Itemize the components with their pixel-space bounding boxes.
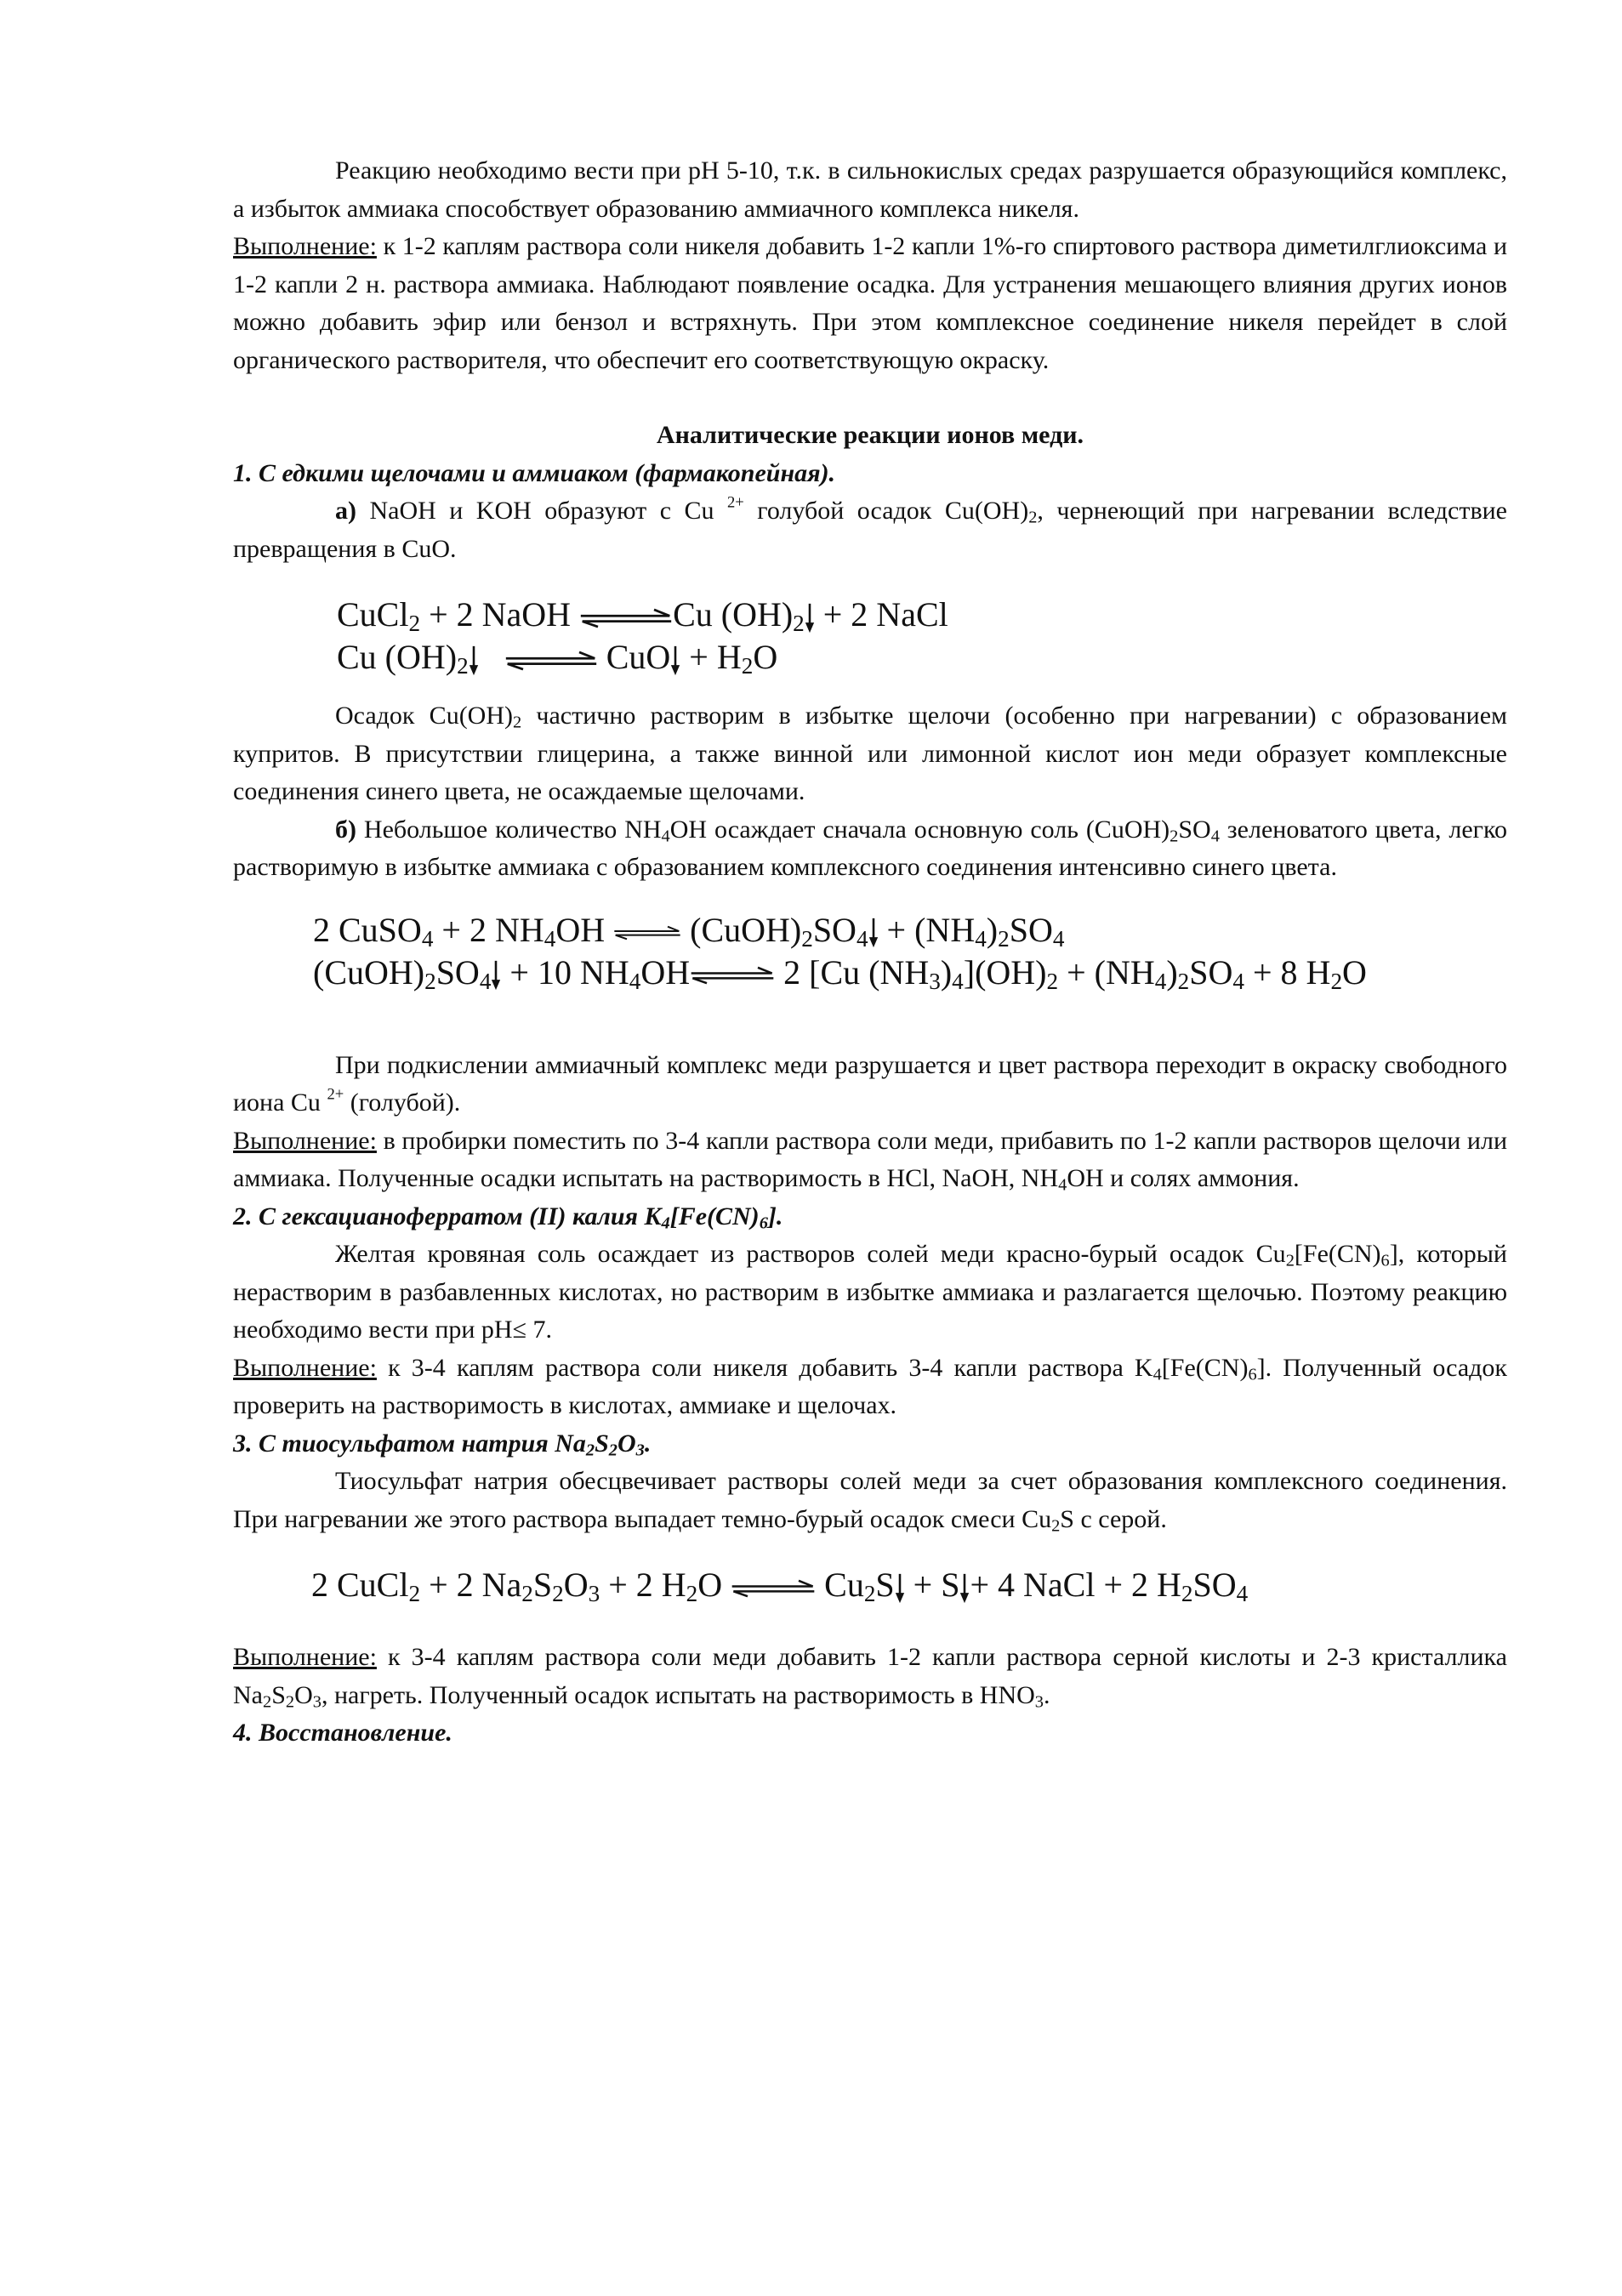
paragraph-yellow-salt: Желтая кровяная соль осаждает из растворов солей меди красно-бурый осадок $Cu_2[Fe(CN)_6]$, который нерастворим в разбавленных кислотах, но растворим в избытке аммиака и разлагается щелочью. Поэтому реакцию необходимо вести при рН≤ 7. <box>233 1240 1507 1344</box>
paragraph-ph-conditions: Реакцию необходимо вести при рН 5-10, т.к. в сильнокислых средах разрушается образующийся комплекс, а избыток аммиака способствует образованию аммиачного комплекса никеля. <box>233 156 1507 223</box>
paragraph-procedure-copper-3: Выполнение: к 3-4 каплям раствора соли меди добавить 1-2 капли раствора серной кислоты и 2-3 кристаллика $Na_2S_2O_3$, нагреть. Полученный осадок испытать на растворимость в $HNO_3$. <box>233 1643 1507 1711</box>
subsection-title-1: 1. С едкими щелочами и аммиаком (фармакопейная). <box>233 458 836 487</box>
equation-thiosulfate: 2 CuCl$_2$ + 2 $Na_2S_2O_3 + 2$ $H_2O$ $Cu_2S + S + 4$ NaCl + 2 $H_2SO_4$ <box>311 1566 1249 1606</box>
precipitate-arrow-icon <box>805 603 815 634</box>
equilibrium-arrow-icon <box>504 651 598 671</box>
procedure-label: Выполнение: <box>233 1643 377 1671</box>
equation-cuoh2-decomposition: Cu $(OH)_2$ CuO + $H_2O$ <box>337 638 778 679</box>
equation-block-3 <box>311 1564 1507 1606</box>
page-content <box>233 152 1507 1753</box>
subsection-title-3: 3. С тиосульфатом натрия $Na_2S_2O_3$. <box>233 1429 652 1459</box>
equation-block-1 <box>337 594 1507 679</box>
procedure-label: Выполнение: <box>233 232 377 260</box>
paragraph-reaction-b: б) Небольшое количество $NH_4OH$ осаждает сначала основную соль $(CuOH)_2SO_4$ зеленоватого цвета, легко растворимую в избытке аммиака с образованием комплексного соединения интенсивно синего цвета. <box>233 815 1507 881</box>
section-heading-copper: Аналитические реакции ионов меди. <box>656 421 1084 449</box>
paragraph-thiosulfate: Тиосульфат натрия обесцвечивает растворы солей меди за счет образования комплексного соединения. При нагревании же этого раствора выпадает темно-бурый осадок смеси $Cu_2S$ с серой. <box>233 1467 1507 1535</box>
equilibrium-arrow-icon <box>613 923 681 943</box>
procedure-label: Выполнение: <box>233 1126 377 1155</box>
subsection-title-2: 2. С гексацианоферратом (II) калия $K_4[Fe(CN)_6]$. <box>233 1202 783 1232</box>
equation-cucl2-naoh: CuCl$_2$ + 2 NaOH Cu $(OH)_2 + 2$ NaCl <box>337 595 948 636</box>
paragraph-procedure-nickel: Выполнение: к 1-2 каплям раствора соли никеля добавить 1-2 капли 1%-го спиртового раствора диметилглиоксима и 1-2 капли 2 н. раствора аммиака. Наблюдают появление осадка. Для устранения мешающего влияния других ионов можно добавить эфир или бензол и встряхнуть. При этом комплексное соединение никеля перейдет в слой органического растворителя, что обеспечит его соответствующую окраску. <box>233 232 1507 374</box>
equilibrium-arrow-icon <box>731 1578 816 1599</box>
equation-cuso4-nh4oh: 2 CuSO$_4$ + 2 $NH_4OH$ $(CuOH)_2SO_4 + (NH_4)_2SO_4$ <box>313 910 1065 952</box>
paragraph-cuoh2-solubility: Осадок $Cu(OH)_2$ частично растворим в избытке щелочи (особенно при нагревании) с образованием купритов. В присутствии глицерина, а также винной или лимонной кислот ион меди образует комплексные соединения синего цвета, не осаждаемые щелочами. <box>233 702 1507 805</box>
paragraph-procedure-copper-1: Выполнение: в пробирки поместить по 3-4 капли раствора соли меди, прибавить по 1-2 капли растворов щелочи или аммиака. Полученные осадки испытать на растворимость в HCl, NaOH, $NH_4OH$ и солях аммония. <box>233 1126 1507 1195</box>
precipitate-arrow-icon <box>469 645 479 676</box>
paragraph-reaction-a: а) NaOH и KOH образуют с Cu $^{2+}$ голубой осадок $Cu(OH)_2$, чернеющий при нагревании вследствие превращения в CuO. <box>233 493 1507 563</box>
precipitate-arrow-icon <box>895 1573 905 1604</box>
paragraph-acidification: При подкислении аммиачный комплекс меди разрушается и цвет раствора переходит в окраску свободного иона Cu $^{2+}$ (голубой). <box>233 1050 1507 1117</box>
equilibrium-arrow-icon <box>690 965 775 986</box>
precipitate-arrow-icon <box>959 1573 970 1604</box>
procedure-label: Выполнение: <box>233 1353 377 1382</box>
equation-block-2 <box>313 909 1507 994</box>
precipitate-arrow-icon <box>670 645 680 676</box>
paragraph-procedure-copper-2: Выполнение: к 3-4 каплям раствора соли никеля добавить 3-4 капли раствора $K_4[Fe(CN)_6]$. Полученный осадок проверить на растворимость в кислотах, аммиаке и щелочах. <box>233 1353 1508 1419</box>
subsection-title-4: 4. Восстановление. <box>233 1719 452 1747</box>
precipitate-arrow-icon <box>491 960 501 991</box>
equilibrium-arrow-icon <box>579 608 673 628</box>
equation-ammonia-complex: $(CuOH)_2SO_4 + 10$ $NH_4OH$ 2 [Cu $(NH_3)_4](OH)_2 + (NH_4)_2SO_4 + 8$ $H_2O$ <box>313 952 1367 994</box>
precipitate-arrow-icon <box>868 918 879 948</box>
